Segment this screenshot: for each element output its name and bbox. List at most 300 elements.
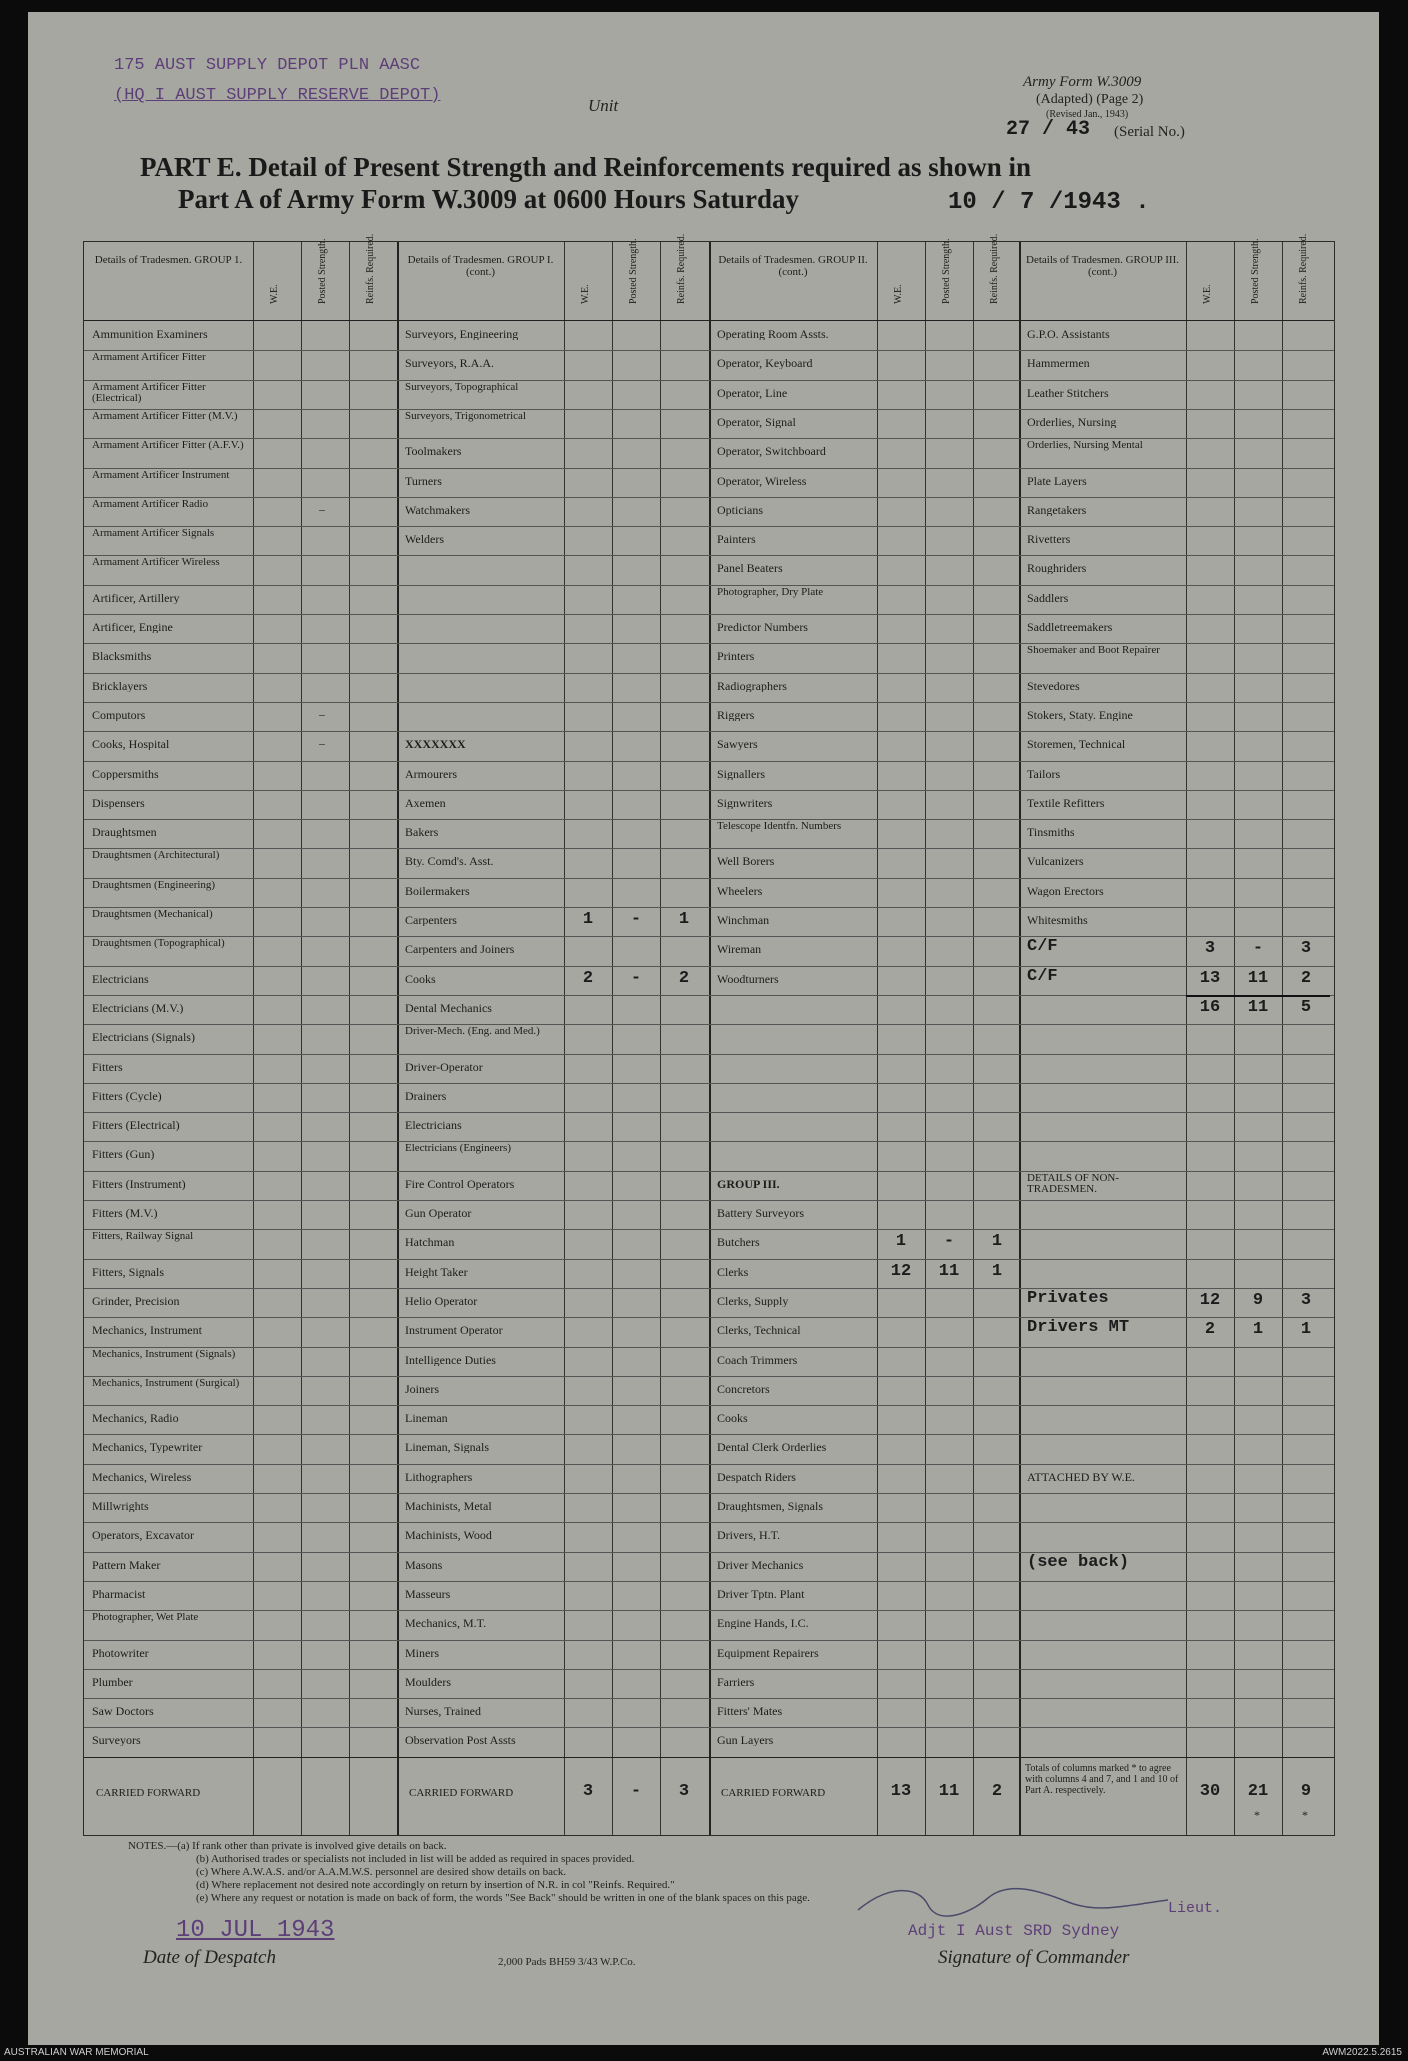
row-rule: [84, 1493, 1334, 1494]
drivers-entry: 2: [1204, 1321, 1216, 1340]
row-label: Electricians (M.V.): [92, 1001, 184, 1014]
column-header-reinfs: Reinfs. Required.: [1298, 233, 1309, 304]
row-label: Wireman: [717, 943, 762, 956]
row-label: Turners: [405, 474, 442, 487]
row-label: Intelligence Duties: [405, 1353, 496, 1366]
row-rule: [84, 614, 1334, 615]
clerks-entry: 1: [991, 1262, 1003, 1281]
row-label: Privates: [1027, 1289, 1109, 1308]
row-label: Lithographers: [405, 1470, 473, 1483]
row-rule: [84, 1083, 1334, 1084]
title-line2: Part A of Army Form W.3009 at 0600 Hours Saturday: [178, 184, 799, 214]
row-label: Cooks: [405, 972, 436, 985]
row-label: Axemen: [405, 796, 446, 809]
row-label: Vulcanizers: [1027, 855, 1084, 868]
row-label: Bty. Comd's. Asst.: [405, 855, 494, 868]
despatch-date-stamp: 10 JUL 1943: [176, 1917, 335, 1944]
column-divider: [1019, 242, 1021, 1835]
row-rule: [84, 350, 1334, 351]
row-label: Fitters (Electrical): [92, 1119, 180, 1132]
row-rule: [84, 1171, 1334, 1172]
row-label: Drivers MT: [1027, 1319, 1130, 1338]
row-label: Electricians: [405, 1119, 462, 1132]
row-label: Signwriters: [717, 796, 773, 809]
carried-forward-entry-1: 3: [1300, 940, 1312, 959]
total-rule: [1186, 995, 1330, 997]
serial-label: (Serial No.): [1114, 124, 1185, 140]
row-label: Driver-Mech. (Eng. and Med.): [405, 1026, 540, 1038]
row-label: Draughtsmen (Engineering): [92, 879, 216, 891]
row-label: Armament Artificer Radio: [92, 498, 209, 510]
row-rule: [84, 1669, 1334, 1670]
row-label: Wheelers: [717, 884, 763, 897]
row-rule: [84, 1640, 1334, 1641]
row-label: Mechanics, Typewriter: [92, 1441, 203, 1454]
row-label: Equipment Repairers: [717, 1646, 819, 1659]
column-line: [301, 242, 302, 1835]
column-header-group1-cont: Details of Tradesmen. GROUP I. (cont.): [407, 254, 554, 278]
carried-forward-entry-1: 3: [1204, 940, 1216, 959]
row-label: Photographer, Dry Plate: [717, 586, 824, 598]
row-label: Ammunition Examiners: [92, 328, 208, 340]
column-line: [925, 242, 926, 1835]
row-label: C/F: [1027, 967, 1058, 986]
row-label: Butchers: [717, 1236, 760, 1249]
row-label: Operator, Keyboard: [717, 357, 813, 370]
privates-entry: 9: [1252, 1291, 1264, 1310]
row-label: Carpenters and Joiners: [405, 943, 515, 956]
row-label: Despatch Riders: [717, 1470, 796, 1483]
row-label: Predictor Numbers: [717, 621, 808, 633]
row-rule: [84, 585, 1334, 586]
row-label: Saw Doctors: [92, 1705, 154, 1718]
dash-mark: –: [319, 737, 325, 750]
row-label: Surveyors, Trigonometrical: [405, 410, 526, 422]
row-label: Winchman: [717, 914, 770, 926]
row-label: Armourers: [405, 767, 457, 780]
totals-instruction: Totals of columns marked * to agree with columns 4 and 7, and 1 and 10 of Part A. respectively.: [1025, 1762, 1179, 1796]
carpenters-entry: 1: [678, 911, 690, 929]
form-revised: (Revised Jan., 1943): [1046, 109, 1129, 120]
row-rule: [84, 878, 1334, 879]
row-label: Fitters, Signals: [92, 1265, 165, 1278]
row-label: Stevedores: [1027, 679, 1080, 692]
row-label: Fitters (Instrument): [92, 1177, 186, 1190]
header-rule: [84, 320, 1334, 321]
row-label: Woodturners: [717, 972, 779, 985]
notes-b: (b) Authorised trades or specialists not included in list will be added as required in spaces provided.: [196, 1853, 635, 1865]
report-date: 10 / 7 /1943 .: [948, 189, 1150, 216]
row-rule: [84, 1698, 1334, 1699]
carpenters-entry: 1: [582, 911, 594, 929]
notes-d: (d) Where replacement not desired note accordingly on return by insertion of N.R. in col "Reinfs. Required.": [196, 1879, 675, 1891]
column-line: [1186, 242, 1187, 1835]
column-line: [1282, 242, 1283, 1835]
row-label: Helio Operator: [405, 1294, 478, 1307]
row-label: Photographer, Wet Plate: [92, 1612, 199, 1624]
row-label: Driver-Operator: [405, 1060, 483, 1073]
row-label: Operator, Wireless: [717, 474, 807, 487]
row-label: Coach Trimmers: [717, 1353, 798, 1366]
row-label: Concretors: [717, 1382, 770, 1395]
notes-e: (e) Where any request or notation is made on back of form, the words "See Back" should be written in one of the blank spaces on this page.: [196, 1892, 810, 1904]
commander-stamp: Adjt I Aust SRD Sydney: [908, 1922, 1120, 1940]
row-label: Grinder, Precision: [92, 1294, 180, 1307]
archive-id: AWM2022.5.2615: [1322, 2047, 1402, 2058]
column-line: [660, 242, 661, 1835]
signature-label: Signature of Commander: [938, 1947, 1130, 1968]
row-label: Farriers: [717, 1675, 755, 1688]
row-rule: [84, 468, 1334, 469]
column-line: [973, 242, 974, 1835]
column-header-group1: Details of Tradesmen. GROUP 1.: [94, 254, 243, 266]
row-rule: [84, 1405, 1334, 1406]
row-rule: [84, 497, 1334, 498]
column-header-we: W.E.: [269, 284, 280, 304]
row-label: Armament Artificer Signals: [92, 528, 215, 540]
row-label: Draughtsmen (Mechanical): [92, 909, 213, 920]
row-label: Armament Artificer Wireless: [92, 557, 220, 569]
row-label: Fitters (Gun): [92, 1148, 155, 1161]
row-label: Mechanics, Instrument (Surgical): [92, 1377, 240, 1389]
row-label: Driver Tptn. Plant: [717, 1587, 805, 1600]
row-rule: [84, 1727, 1334, 1728]
asterisk-mark: *: [1302, 1808, 1308, 1821]
row-label: Sawyers: [717, 738, 758, 751]
cooks-entry: 2: [678, 969, 690, 988]
row-label: Tailors: [1027, 767, 1061, 780]
row-rule: [84, 819, 1334, 820]
row-label: Pharmacist: [92, 1587, 146, 1600]
row-label: Pattern Maker: [92, 1558, 161, 1571]
row-label: Millwrights: [92, 1500, 149, 1512]
archive-name: AUSTRALIAN WAR MEMORIAL: [4, 2047, 149, 2058]
dash-mark: –: [319, 707, 325, 720]
row-label: Draughtsmen (Architectural): [92, 850, 220, 862]
row-label: Radiographers: [717, 679, 787, 692]
carpenters-entry: -: [630, 911, 642, 929]
row-label: Dental Mechanics: [405, 1001, 492, 1014]
row-label: Armament Artificer Fitter (M.V.): [92, 410, 238, 422]
butchers-entry: 1: [991, 1233, 1003, 1252]
row-label: Draughtsmen: [92, 826, 157, 839]
row-label: Panel Beaters: [717, 562, 783, 575]
row-rule: [84, 1112, 1334, 1113]
row-label: Surveyors, Topographical: [405, 381, 519, 393]
row-rule: [84, 731, 1334, 732]
row-rule: [84, 1141, 1334, 1142]
row-label: Surveyors, Engineering: [405, 328, 519, 340]
row-label: Fitters' Mates: [717, 1705, 783, 1718]
row-rule: [84, 1229, 1334, 1230]
row-rule: [84, 761, 1334, 762]
row-label: Welders: [405, 533, 445, 546]
row-label: Fire Control Operators: [405, 1177, 515, 1190]
row-label: Tinsmiths: [1027, 826, 1075, 839]
row-label: Joiners: [405, 1382, 439, 1395]
row-label: Well Borers: [717, 855, 775, 868]
row-label: Armament Artificer Instrument: [92, 469, 230, 481]
row-label: Toolmakers: [405, 445, 462, 458]
row-label: Moulders: [405, 1675, 451, 1688]
carried-forward-label: CARRIED FORWARD: [721, 1786, 826, 1799]
column-line: [1234, 242, 1235, 1835]
row-label: Signallers: [717, 767, 765, 780]
row-label: Electricians (Signals): [92, 1031, 195, 1044]
cooks-entry: -: [630, 969, 642, 988]
row-rule: [84, 1610, 1334, 1611]
column-header-group3-cont: Details of Tradesmen. GROUP III. (cont.): [1026, 254, 1179, 278]
row-rule: [84, 966, 1334, 967]
asterisk-mark: *: [1254, 1808, 1260, 1821]
row-label: Whitesmiths: [1027, 914, 1088, 926]
notes-a: NOTES.—(a) If rank other than private is involved give details on back.: [128, 1840, 447, 1852]
column-header-we: W.E.: [1202, 284, 1213, 304]
row-rule: [84, 790, 1334, 791]
row-label: Machinists, Wood: [405, 1529, 492, 1542]
cooks-entry: 2: [582, 969, 594, 988]
carried-forward-entry-1: -: [1252, 940, 1264, 959]
carried-forward-group2: 2: [991, 1782, 1003, 1801]
row-rule: [84, 1347, 1334, 1348]
column-header-posted: Posted Strength.: [317, 238, 328, 304]
row-rule: [84, 438, 1334, 439]
column-header-we: W.E.: [580, 284, 591, 304]
carried-forward-label: CARRIED FORWARD: [409, 1786, 514, 1799]
row-rule: [84, 380, 1334, 381]
row-label: Riggers: [717, 708, 755, 721]
archive-footer: [0, 2045, 1408, 2061]
row-label: Rangetakers: [1027, 503, 1087, 516]
row-rule: [84, 1259, 1334, 1260]
row-label: Fitters: [92, 1060, 123, 1073]
butchers-entry: -: [943, 1233, 955, 1252]
row-label: Operating Room Assts.: [717, 328, 829, 340]
row-label: Bakers: [405, 826, 439, 839]
row-label: Armament Artificer Fitter: [92, 352, 206, 364]
column-line: [612, 242, 613, 1835]
notes-c: (c) Where A.W.A.S. and/or A.A.M.W.S. personnel are desired show details on back.: [196, 1866, 567, 1878]
row-label: Drainers: [405, 1089, 447, 1102]
row-label: Hatchman: [405, 1236, 455, 1249]
row-label: Roughriders: [1027, 562, 1087, 575]
row-rule: [84, 1464, 1334, 1465]
row-rule: [84, 1376, 1334, 1377]
row-label: Height Taker: [405, 1265, 468, 1278]
drivers-entry: 1: [1252, 1321, 1264, 1340]
row-label: Miners: [405, 1646, 439, 1659]
clerks-entry: 12: [890, 1262, 912, 1281]
privates-entry: 3: [1300, 1291, 1312, 1310]
row-label: ATTACHED BY W.E.: [1027, 1470, 1135, 1483]
column-line: [877, 242, 878, 1835]
row-label: Fitters (M.V.): [92, 1207, 158, 1219]
unit-label: Unit: [588, 96, 619, 115]
row-label: Cooks, Hospital: [92, 738, 170, 751]
row-label: Battery Surveyors: [717, 1207, 804, 1219]
row-label: Draughtsmen, Signals: [717, 1500, 823, 1512]
row-label: Armament Artificer Fitter (Electrical): [92, 381, 206, 404]
carried-forward-group1: -: [630, 1782, 642, 1801]
row-label: Mechanics, Wireless: [92, 1470, 192, 1483]
column-line: [564, 242, 565, 1835]
column-header-reinfs: Reinfs. Required.: [676, 233, 687, 304]
row-label: Rivetters: [1027, 533, 1071, 546]
row-label: Operator, Switchboard: [717, 445, 826, 458]
carried-forward-entry-2: 11: [1247, 969, 1269, 988]
unit-stamp-line1: 175 AUST SUPPLY DEPOT PLN AASC: [114, 56, 421, 75]
serial-number: 27 / 43: [1006, 118, 1091, 141]
column-header-reinfs: Reinfs. Required.: [365, 233, 376, 304]
row-rule: [84, 1317, 1334, 1318]
row-rule: [84, 702, 1334, 703]
row-label: Draughtsmen (Topographical): [92, 938, 225, 950]
row-label: Photowriter: [92, 1646, 149, 1659]
row-label: Saddlers: [1027, 591, 1069, 604]
row-label: G.P.O. Assistants: [1027, 328, 1110, 340]
carried-forward-entry-2: 2: [1300, 969, 1312, 988]
row-label: Nurses, Trained: [405, 1705, 482, 1718]
row-rule: [84, 673, 1334, 674]
butchers-entry: 1: [895, 1233, 907, 1252]
row-rule: [84, 526, 1334, 527]
grand-totals: 30: [1199, 1782, 1221, 1801]
unit-stamp-line2: (HQ I AUST SUPPLY RESERVE DEPOT): [114, 86, 441, 105]
carried-forward-label: CARRIED FORWARD: [96, 1786, 201, 1799]
column-header-posted: Posted Strength.: [941, 238, 952, 304]
row-rule: [84, 643, 1334, 644]
privates-entry: 12: [1199, 1291, 1221, 1310]
row-label: Mechanics, Radio: [92, 1412, 179, 1425]
carried-forward-group2: 11: [938, 1782, 960, 1801]
row-label: Clerks: [717, 1265, 749, 1278]
row-label: Surveyors: [92, 1734, 141, 1747]
row-label: C/F: [1027, 938, 1058, 957]
row-label: Engine Hands, I.C.: [717, 1617, 809, 1630]
row-label: Leather Stitchers: [1027, 386, 1109, 399]
row-label: Hammermen: [1027, 357, 1090, 370]
row-label: XXXXXXX: [405, 738, 466, 751]
row-label: Wagon Erectors: [1027, 884, 1104, 897]
dash-mark: –: [319, 502, 325, 515]
form-page: [28, 12, 1379, 2045]
handwritten-signature: [848, 1880, 1178, 1920]
row-rule: [84, 1054, 1334, 1055]
row-label: Dispensers: [92, 796, 145, 809]
carried-forward-total: 16: [1199, 998, 1221, 1017]
row-label: Gun Operator: [405, 1207, 472, 1219]
row-rule: [84, 936, 1334, 937]
column-header-we: W.E.: [893, 284, 904, 304]
column-header-posted: Posted Strength.: [1250, 238, 1261, 304]
row-label: (see back): [1027, 1553, 1130, 1572]
row-label: GROUP III.: [717, 1177, 780, 1190]
row-rule: [84, 1288, 1334, 1289]
row-label: Watchmakers: [405, 503, 471, 516]
row-label: Surveyors, R.A.A.: [405, 357, 494, 370]
row-rule: [84, 555, 1334, 556]
row-label: Saddletreemakers: [1027, 621, 1113, 633]
row-label: Plumber: [92, 1675, 133, 1688]
row-label: Mechanics, Instrument: [92, 1324, 202, 1337]
row-label: Fitters (Cycle): [92, 1089, 162, 1102]
row-label: DETAILS OF NON-TRADESMEN.: [1027, 1172, 1120, 1195]
row-label: Stokers, Staty. Engine: [1027, 708, 1133, 721]
row-label: Dental Clerk Orderlies: [717, 1441, 827, 1454]
row-label: Masseurs: [405, 1587, 451, 1600]
row-label: Armament Artificer Fitter (A.F.V.): [92, 440, 244, 452]
column-divider: [709, 242, 711, 1835]
row-rule: [84, 1581, 1334, 1582]
row-label: Electricians (Engineers): [405, 1143, 511, 1155]
column-line: [253, 242, 254, 1835]
row-label: Telescope Identfn. Numbers: [717, 821, 842, 833]
row-label: Operators, Excavator: [92, 1529, 194, 1542]
grand-totals: 21: [1247, 1782, 1269, 1801]
row-rule: [84, 995, 1334, 996]
row-label: Boilermakers: [405, 884, 470, 897]
rank-stamp: Lieut.: [1168, 1900, 1223, 1917]
row-label: Observation Post Assts: [405, 1734, 516, 1747]
row-label: Shoemaker and Boot Repairer: [1027, 645, 1160, 657]
row-rule: [84, 1522, 1334, 1523]
column-header-posted: Posted Strength.: [628, 238, 639, 304]
row-rule: [84, 848, 1334, 849]
clerks-entry: 11: [938, 1262, 960, 1281]
column-header-reinfs: Reinfs. Required.: [989, 233, 1000, 304]
row-rule: [84, 409, 1334, 410]
row-label: Lineman, Signals: [405, 1441, 489, 1454]
row-label: Painters: [717, 533, 756, 546]
row-label: Gun Layers: [717, 1734, 774, 1747]
row-label: Machinists, Metal: [405, 1500, 492, 1512]
row-rule: [84, 1552, 1334, 1553]
row-label: Lineman: [405, 1412, 448, 1425]
row-label: Clerks, Supply: [717, 1294, 789, 1307]
carried-forward-total: 11: [1247, 998, 1269, 1017]
row-label: Plate Layers: [1027, 474, 1087, 487]
strength-table: [83, 233, 1335, 1836]
row-label: Printers: [717, 650, 755, 663]
row-label: Driver Mechanics: [717, 1558, 804, 1571]
carried-forward-group1: 3: [582, 1782, 594, 1801]
footer-rule: [84, 1757, 1334, 1758]
row-rule: [84, 907, 1334, 908]
row-label: Operator, Line: [717, 386, 788, 399]
row-label: Carpenters: [405, 914, 457, 926]
row-label: Artificer, Engine: [92, 621, 173, 633]
carried-forward-group1: 3: [678, 1782, 690, 1801]
row-label: Electricians: [92, 972, 149, 985]
column-line: [349, 242, 350, 1835]
carried-forward-group2: 13: [890, 1782, 912, 1801]
carried-forward-total: 5: [1300, 998, 1312, 1017]
row-label: Fitters, Railway Signal: [92, 1231, 194, 1243]
row-label: Drivers, H.T.: [717, 1529, 781, 1542]
row-label: Mechanics, M.T.: [405, 1617, 487, 1630]
carried-forward-entry-2: 13: [1199, 969, 1221, 988]
row-label: Instrument Operator: [405, 1324, 503, 1337]
row-label: Storemen, Technical: [1027, 738, 1126, 751]
row-label: Cooks: [717, 1412, 748, 1425]
row-label: Orderlies, Nursing: [1027, 415, 1117, 428]
row-label: Computors: [92, 708, 146, 721]
row-label: Coppersmiths: [92, 767, 159, 780]
row-rule: [84, 1200, 1334, 1201]
row-label: Masons: [405, 1558, 443, 1571]
printer-imprint: 2,000 Pads BH59 3/43 W.P.Co.: [498, 1956, 636, 1968]
row-label: Textile Refitters: [1027, 796, 1105, 809]
